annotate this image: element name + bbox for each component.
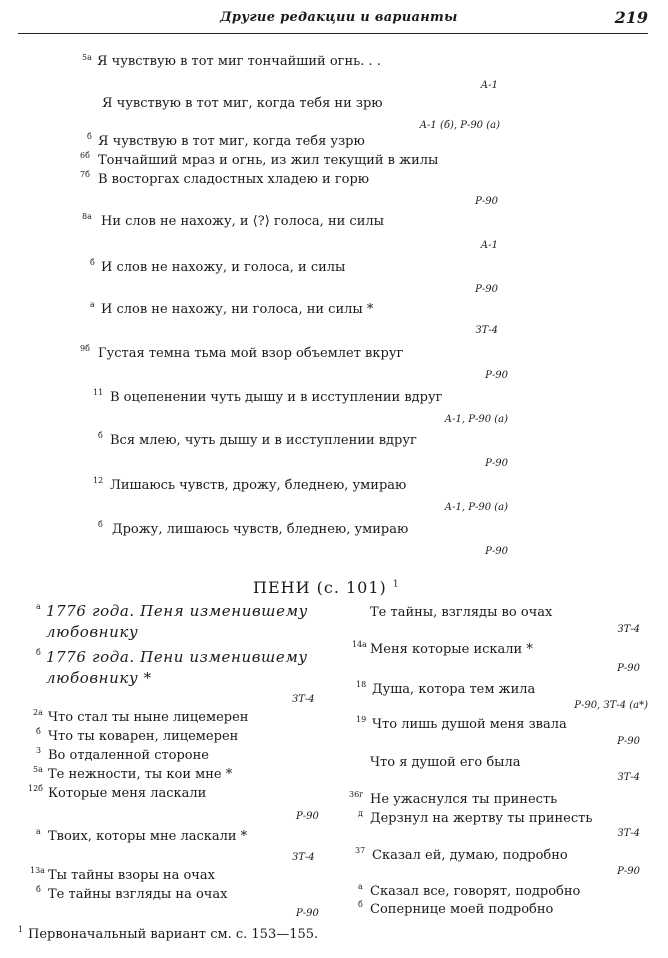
variant-line: Что я душой его была [370, 755, 521, 770]
source-siglum: А-1 [480, 80, 498, 91]
variant-line: Я чувствую в тот миг тончайший огнь. . . [97, 54, 381, 69]
variant-line: Вся млею, чуть дышу и в исступлении вдруг [110, 433, 417, 448]
variant-line: Что ты коварен, лицемерен [48, 729, 239, 744]
line-number: 37 [355, 846, 366, 855]
line-number: 12 [93, 476, 104, 485]
line-number: б [358, 900, 363, 909]
line-number: 12б [28, 784, 43, 793]
variant-line: Сказал ей, думаю, подробно [372, 848, 568, 863]
footnote-text: Первоначальный вариант см. с. 153—155. [28, 927, 319, 942]
line-number: а [36, 827, 41, 836]
variant-line: Дерзнул на жертву ты принесть [370, 811, 593, 826]
source-siglum: А-1 [480, 240, 498, 251]
line-number: б [98, 520, 103, 529]
variant-line: Твоих, которы мне ласкали * [48, 829, 248, 844]
line-number: 36г [349, 790, 364, 799]
source-siglum: А-1, Р-90 (а) [444, 502, 508, 513]
source-siglum: А-1, Р-90 (а) [444, 414, 508, 425]
section-title-text: ПЕНИ (с. 101) [253, 578, 387, 597]
line-number: б [90, 258, 95, 267]
footnote-mark: 1 [18, 925, 24, 934]
section-title [253, 578, 400, 597]
source-siglum: Р-90 [485, 546, 508, 557]
running-header [0, 0, 668, 30]
title-variant: 1776 года. Пени изменившему [46, 648, 308, 666]
variant-line: Те тайны, взгляды во очах [370, 605, 553, 620]
line-number: 14а [352, 640, 367, 649]
variant-line: Густая темна тьма мой взор объемлет вкруг [98, 346, 404, 361]
source-siglum: ЗТ-4 [617, 624, 640, 635]
variant-line: В восторгах сладостных хладею и горю [98, 172, 370, 187]
line-number: б [87, 132, 92, 141]
line-number: б [36, 648, 41, 657]
source-siglum: А-1 (б), Р-90 (а) [419, 120, 500, 131]
footnote-mark: 1 [392, 579, 400, 590]
source-siglum: Р-90 [475, 196, 498, 207]
line-number: 11 [93, 388, 104, 397]
variant-line: Ты тайны взоры на очах [48, 868, 215, 883]
variant-line: Те нежности, ты кои мне * [48, 767, 233, 782]
variant-line: И слов не нахожу, и голоса, и силы [101, 260, 346, 275]
line-number: б [98, 431, 103, 440]
variant-line: Дрожу, лишаюсь чувств, бледнею, умираю [112, 522, 409, 537]
line-number: а [358, 882, 363, 891]
variant-line: Ни слов не нахожу, и ⟨?⟩ голоса, ни силы [101, 214, 384, 229]
variant-line: Те тайны взгляды на очах [48, 887, 228, 902]
line-number: б [36, 885, 41, 894]
variant-line: В оцепенении чуть дышу и в исступлении вдруг [110, 390, 443, 405]
source-siglum: ЗТ-4 [292, 852, 315, 863]
source-siglum: Р-90 [617, 663, 640, 674]
variant-line: Которые меня ласкали [48, 786, 207, 801]
variant-line: И слов не нахожу, ни голоса, ни силы * [101, 302, 374, 317]
source-siglum: Р-90 [617, 866, 640, 877]
source-siglum: Р-90 [296, 811, 319, 822]
source-siglum: ЗТ-4 [617, 828, 640, 839]
source-siglum: Р-90 [485, 370, 508, 381]
title-variant: любовнику * [46, 669, 152, 687]
line-number: 18 [356, 680, 367, 689]
title-variant: любовнику [46, 623, 139, 641]
variant-line: Сопернице моей подробно [370, 902, 554, 917]
variant-line: Что стал ты ныне лицемерен [48, 710, 249, 725]
variant-line: Во отдаленной стороне [48, 748, 209, 763]
page-number: 219 [614, 8, 648, 27]
variant-line: Лишаюсь чувств, дрожу, бледнею, умираю [110, 478, 407, 493]
line-number: а [90, 300, 95, 309]
source-siglum: Р-90 [485, 458, 508, 469]
source-siglum: Р-90 [296, 908, 319, 919]
line-number: 5а [33, 765, 43, 774]
line-number: 19 [356, 715, 367, 724]
source-siglum: Р-90, ЗТ-4 (а*) [574, 700, 648, 711]
variant-line: Тончайший мраз и огнь, из жил текущий в жилы [98, 153, 439, 168]
line-number: 9б [80, 344, 90, 353]
line-number: 6б [80, 151, 90, 160]
line-number: б [36, 727, 41, 736]
source-siglum: ЗТ-4 [617, 772, 640, 783]
line-number: 8а [82, 212, 92, 221]
line-number: а [36, 602, 41, 611]
variant-line: Что лишь душой меня звала [372, 717, 567, 732]
header-rule [18, 33, 648, 34]
source-siglum: ЗТ-4 [475, 325, 498, 336]
line-number: 13а [30, 866, 45, 875]
source-siglum: ЗТ-4 [292, 694, 315, 705]
source-siglum: Р-90 [475, 284, 498, 295]
variant-line: Я чувствую в тот миг, когда тебя ни зрю [102, 96, 383, 111]
line-number: 5а [82, 53, 92, 62]
running-title: Другие редакции и варианты [220, 10, 458, 25]
variant-line: Сказал все, говорят, подробно [370, 884, 581, 899]
source-siglum: Р-90 [617, 736, 640, 747]
variant-line: Я чувствую в тот миг, когда тебя узрю [98, 134, 365, 149]
variant-line: Не ужаснулся ты принесть [370, 792, 558, 807]
line-number: 3 [36, 746, 42, 755]
title-variant: 1776 года. Пеня изменившему [46, 602, 308, 620]
line-number: 7б [80, 170, 90, 179]
variant-line: Меня которые искали * [370, 642, 533, 657]
line-number: д [358, 809, 363, 818]
variant-line: Душа, котора тем жила [372, 682, 536, 697]
line-number: 2а [33, 708, 43, 717]
